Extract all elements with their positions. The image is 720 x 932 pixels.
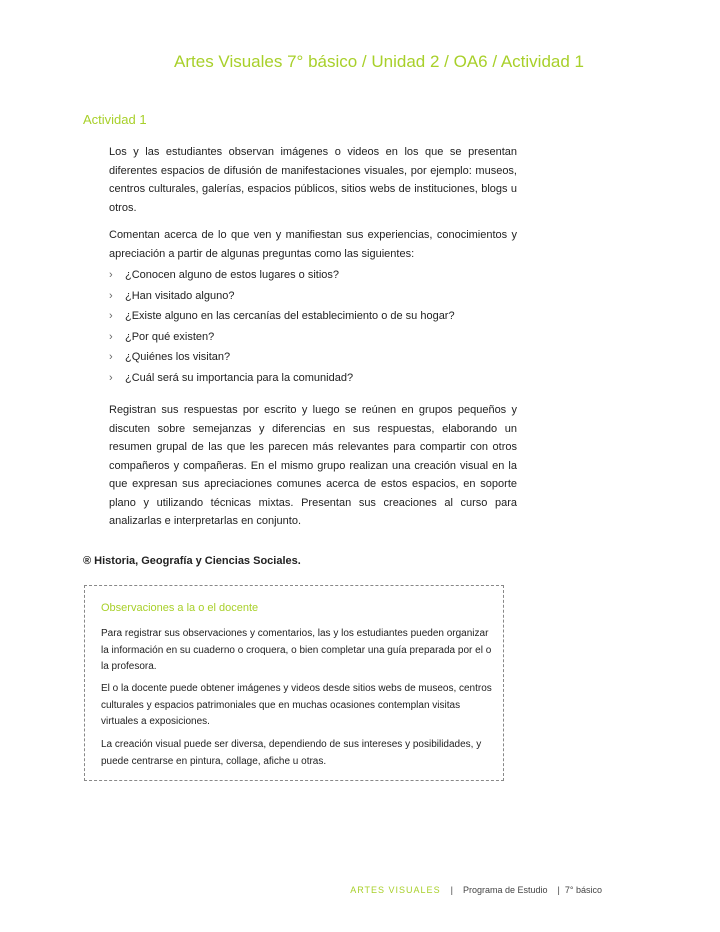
footer-separator: | [557, 885, 560, 895]
chevron-right-icon: › [109, 330, 113, 343]
question-text: ¿Quiénes los visitan? [125, 351, 231, 364]
list-item [109, 328, 455, 349]
observations-box [84, 585, 504, 781]
footer-subject: ARTES VISUALES [350, 885, 441, 895]
footer-grade: 7° básico [564, 885, 602, 895]
list-item [109, 266, 455, 287]
question-text: ¿Cuál será su importancia para la comunidad? [125, 371, 354, 384]
observations-paragraph: El o la docente puede obtener imágenes y videos desde sitios webs de museos, centros culturales y espacios patrimoniales que en muchas ocasiones contemplan visitas virtuales a exposiciones. [101, 683, 492, 727]
chevron-right-icon: › [109, 371, 113, 384]
list-item [109, 287, 455, 308]
question-text: ¿Existe alguno en las cercanías del establecimiento o de su hogar? [125, 310, 455, 323]
activity-heading: Actividad 1 [83, 112, 147, 127]
question-list [109, 266, 455, 390]
activity-paragraph: Comentan acerca de lo que ven y manifiestan sus experiencias, conocimientos y apreciación a partir de algunas preguntas como las siguientes: [109, 229, 517, 260]
page-footer [350, 885, 602, 895]
question-text: ¿Conocen alguno de estos lugares o sitios? [125, 269, 340, 281]
question-text: ¿Han visitado alguno? [125, 289, 235, 302]
question-text: ¿Por qué existen? [125, 330, 215, 343]
list-item [109, 307, 455, 328]
footer-separator: | [450, 885, 453, 895]
footer-program: Programa de Estudio [462, 885, 548, 895]
chevron-right-icon: › [109, 289, 113, 302]
activity-paragraph: Los y las estudiantes observan imágenes o videos en los que se presentan diferentes espacios de difusión de manifestaciones visuales, por ejemplo: museos, centros culturales, galerías, espacios públicos, sitios webs de instituciones, blogs u otros. [109, 146, 517, 214]
page-title: Artes Visuales 7° básico / Unidad 2 / OA6 / Actividad 1 [174, 52, 584, 71]
list-item [109, 348, 455, 369]
activity-paragraph: Registran sus respuestas por escrito y luego se reúnen en grupos pequeños y discuten sobre semejanzas y diferencias en sus respuestas, elaborando un resumen grupal de las que les parecen más relevantes para compartir con otros compañeros y compañeras. En el mismo grupo realizan una creación visual en la que expresan sus apreciaciones comunes acerca de estos espacios, en soporte plano y utilizando técnicas mixtas. Presentan sus creaciones al curso para analizarlas e interpretarlas en conjunto. [109, 404, 517, 527]
observations-paragraph: La creación visual puede ser diversa, dependiendo de sus intereses y posibilidades, y puede centrarse en pintura, collage, afiche u otras. [101, 739, 482, 767]
cross-subject-note: ® Historia, Geografía y Ciencias Sociales. [83, 555, 301, 567]
observations-paragraph: Para registrar sus observaciones y comentarios, las y los estudiantes pueden organizar la información en su cuaderno o croquera, o bien completar una guía preparada por el o la profesora. [101, 628, 492, 672]
chevron-right-icon: › [109, 310, 113, 323]
chevron-right-icon: › [109, 351, 113, 364]
observations-heading: Observaciones a la o el docente [101, 602, 259, 614]
list-item [109, 369, 455, 390]
chevron-right-icon: › [109, 269, 113, 281]
